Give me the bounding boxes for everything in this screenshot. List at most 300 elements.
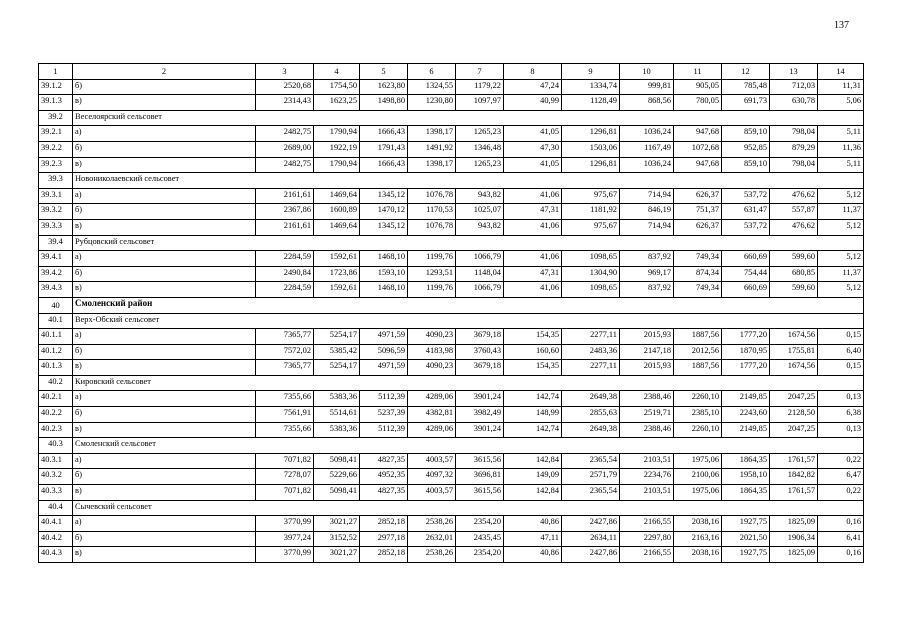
value-cell: 2161,61 bbox=[256, 219, 314, 235]
settlement-name: Кировский сельсовет bbox=[73, 375, 864, 391]
value-cell: 1975,06 bbox=[674, 453, 722, 469]
value-cell: 7561,91 bbox=[256, 407, 314, 423]
value-cell: 7365,77 bbox=[256, 360, 314, 376]
value-cell: 11,37 bbox=[818, 204, 864, 220]
row-code: 40.3.3 bbox=[39, 485, 73, 501]
value-cell: 1958,10 bbox=[722, 469, 770, 485]
value-cell: 2852,18 bbox=[360, 547, 408, 563]
value-cell: 1593,10 bbox=[360, 266, 408, 282]
column-number: 9 bbox=[562, 64, 620, 80]
value-cell: 1468,10 bbox=[360, 282, 408, 298]
value-cell: 3901,24 bbox=[456, 422, 504, 438]
value-cell: 837,92 bbox=[620, 282, 674, 298]
value-cell: 0,15 bbox=[818, 329, 864, 345]
value-cell: 798,04 bbox=[770, 126, 818, 142]
value-cell: 0,16 bbox=[818, 516, 864, 532]
value-cell: 142,74 bbox=[504, 422, 562, 438]
value-cell: 2243,60 bbox=[722, 407, 770, 423]
value-cell: 142,84 bbox=[504, 453, 562, 469]
value-cell: 2047,25 bbox=[770, 422, 818, 438]
value-cell: 2284,59 bbox=[256, 251, 314, 267]
value-cell: 4003,57 bbox=[408, 485, 456, 501]
value-cell: 7071,82 bbox=[256, 453, 314, 469]
value-cell: 798,04 bbox=[770, 157, 818, 173]
value-cell: 631,47 bbox=[722, 204, 770, 220]
row-code: 40.3.1 bbox=[39, 453, 73, 469]
row-code: 39.1.3 bbox=[39, 95, 73, 111]
settlement-row bbox=[39, 500, 864, 516]
value-cell: 7355,66 bbox=[256, 391, 314, 407]
value-cell: 2128,50 bbox=[770, 407, 818, 423]
value-cell: 1098,65 bbox=[562, 251, 620, 267]
value-cell: 947,68 bbox=[674, 126, 722, 142]
row-code: 40.4.3 bbox=[39, 547, 73, 563]
value-cell: 2483,36 bbox=[562, 344, 620, 360]
value-cell: 41,06 bbox=[504, 219, 562, 235]
value-cell: 11,36 bbox=[818, 141, 864, 157]
value-cell: 5383,36 bbox=[314, 391, 360, 407]
value-cell: 2260,10 bbox=[674, 391, 722, 407]
value-cell: 0,13 bbox=[818, 391, 864, 407]
value-cell: 751,37 bbox=[674, 204, 722, 220]
section-code: 40.4 bbox=[39, 500, 73, 516]
value-cell: 47,31 bbox=[504, 266, 562, 282]
value-cell: 3977,24 bbox=[256, 531, 314, 547]
section-code: 40.1 bbox=[39, 313, 73, 329]
value-cell: 1128,49 bbox=[562, 95, 620, 111]
table-row bbox=[39, 204, 864, 220]
value-cell: 2855,63 bbox=[562, 407, 620, 423]
column-number: 10 bbox=[620, 64, 674, 80]
column-number: 5 bbox=[360, 64, 408, 80]
value-cell: 2166,55 bbox=[620, 547, 674, 563]
value-cell: 749,34 bbox=[674, 251, 722, 267]
value-cell: 1346,48 bbox=[456, 141, 504, 157]
value-cell: 0,22 bbox=[818, 453, 864, 469]
value-cell: 1036,24 bbox=[620, 126, 674, 142]
value-cell: 1927,75 bbox=[722, 516, 770, 532]
value-cell: 1469,64 bbox=[314, 188, 360, 204]
value-cell: 2103,51 bbox=[620, 453, 674, 469]
value-cell: 660,69 bbox=[722, 282, 770, 298]
value-cell: 5514,61 bbox=[314, 407, 360, 423]
value-cell: 1066,79 bbox=[456, 251, 504, 267]
value-cell: 1148,04 bbox=[456, 266, 504, 282]
district-row bbox=[39, 297, 864, 313]
table-body bbox=[39, 64, 864, 563]
value-cell: 1491,92 bbox=[408, 141, 456, 157]
row-code: 39.3.1 bbox=[39, 188, 73, 204]
value-cell: 3021,27 bbox=[314, 516, 360, 532]
row-variant: б) bbox=[73, 531, 256, 547]
value-cell: 1199,76 bbox=[408, 282, 456, 298]
row-variant: в) bbox=[73, 95, 256, 111]
row-variant: б) bbox=[73, 266, 256, 282]
value-cell: 149,09 bbox=[504, 469, 562, 485]
value-cell: 1293,51 bbox=[408, 266, 456, 282]
row-code: 40.1.1 bbox=[39, 329, 73, 345]
value-cell: 1076,78 bbox=[408, 188, 456, 204]
value-cell: 1975,06 bbox=[674, 485, 722, 501]
section-code: 39.3 bbox=[39, 173, 73, 189]
value-cell: 6,40 bbox=[818, 344, 864, 360]
row-variant: б) bbox=[73, 79, 256, 95]
value-cell: 1777,20 bbox=[722, 360, 770, 376]
settlement-name: Новониколаевский сельсовет bbox=[73, 173, 864, 189]
value-cell: 2427,86 bbox=[562, 547, 620, 563]
value-cell: 2149,85 bbox=[722, 391, 770, 407]
value-cell: 1398,17 bbox=[408, 157, 456, 173]
value-cell: 3679,18 bbox=[456, 329, 504, 345]
row-variant: в) bbox=[73, 547, 256, 563]
value-cell: 7365,77 bbox=[256, 329, 314, 345]
value-cell: 4971,59 bbox=[360, 360, 408, 376]
value-cell: 1922,19 bbox=[314, 141, 360, 157]
value-cell: 754,44 bbox=[722, 266, 770, 282]
value-cell: 868,56 bbox=[620, 95, 674, 111]
table-row bbox=[39, 157, 864, 173]
value-cell: 599,60 bbox=[770, 251, 818, 267]
value-cell: 1345,12 bbox=[360, 188, 408, 204]
value-cell: 1334,74 bbox=[562, 79, 620, 95]
value-cell: 3770,99 bbox=[256, 516, 314, 532]
value-cell: 1623,80 bbox=[360, 79, 408, 95]
column-number: 11 bbox=[674, 64, 722, 80]
value-cell: 6,41 bbox=[818, 531, 864, 547]
value-cell: 4289,06 bbox=[408, 391, 456, 407]
value-cell: 837,92 bbox=[620, 251, 674, 267]
value-cell: 1076,78 bbox=[408, 219, 456, 235]
value-cell: 5112,39 bbox=[360, 422, 408, 438]
value-cell: 999,81 bbox=[620, 79, 674, 95]
value-cell: 2314,43 bbox=[256, 95, 314, 111]
value-cell: 1179,22 bbox=[456, 79, 504, 95]
value-cell: 5385,42 bbox=[314, 344, 360, 360]
table-row bbox=[39, 95, 864, 111]
value-cell: 2632,01 bbox=[408, 531, 456, 547]
row-variant: а) bbox=[73, 329, 256, 345]
table-row bbox=[39, 344, 864, 360]
row-variant: б) bbox=[73, 469, 256, 485]
value-cell: 0,15 bbox=[818, 360, 864, 376]
value-cell: 148,99 bbox=[504, 407, 562, 423]
row-code: 40.1.3 bbox=[39, 360, 73, 376]
value-cell: 3901,24 bbox=[456, 391, 504, 407]
table-row bbox=[39, 141, 864, 157]
value-cell: 40,99 bbox=[504, 95, 562, 111]
value-cell: 2367,86 bbox=[256, 204, 314, 220]
value-cell: 5383,36 bbox=[314, 422, 360, 438]
row-code: 40.4.1 bbox=[39, 516, 73, 532]
row-code: 40.3.2 bbox=[39, 469, 73, 485]
value-cell: 2163,16 bbox=[674, 531, 722, 547]
row-code: 39.2.2 bbox=[39, 141, 73, 157]
value-cell: 714,94 bbox=[620, 219, 674, 235]
value-cell: 969,17 bbox=[620, 266, 674, 282]
settlement-name: Верх-Обский сельсовет bbox=[73, 313, 864, 329]
column-number: 3 bbox=[256, 64, 314, 80]
value-cell: 1927,75 bbox=[722, 547, 770, 563]
row-variant: а) bbox=[73, 188, 256, 204]
value-cell: 660,69 bbox=[722, 251, 770, 267]
value-cell: 1199,76 bbox=[408, 251, 456, 267]
section-code: 40 bbox=[39, 297, 73, 313]
row-variant: б) bbox=[73, 204, 256, 220]
value-cell: 1025,07 bbox=[456, 204, 504, 220]
value-cell: 626,37 bbox=[674, 219, 722, 235]
settlement-name: Смоленский сельсовет bbox=[73, 438, 864, 454]
column-number: 1 bbox=[39, 64, 73, 80]
value-cell: 680,85 bbox=[770, 266, 818, 282]
table-row bbox=[39, 126, 864, 142]
table-row bbox=[39, 219, 864, 235]
value-cell: 154,35 bbox=[504, 360, 562, 376]
value-cell: 5,12 bbox=[818, 188, 864, 204]
value-cell: 3615,56 bbox=[456, 485, 504, 501]
value-cell: 1887,56 bbox=[674, 329, 722, 345]
value-cell: 626,37 bbox=[674, 188, 722, 204]
tariff-table bbox=[38, 63, 864, 563]
value-cell: 1864,35 bbox=[722, 453, 770, 469]
column-number: 6 bbox=[408, 64, 456, 80]
value-cell: 1304,90 bbox=[562, 266, 620, 282]
value-cell: 905,05 bbox=[674, 79, 722, 95]
value-cell: 7572,02 bbox=[256, 344, 314, 360]
value-cell: 476,62 bbox=[770, 219, 818, 235]
table-row bbox=[39, 251, 864, 267]
value-cell: 975,67 bbox=[562, 219, 620, 235]
row-code: 39.1.2 bbox=[39, 79, 73, 95]
table-row bbox=[39, 453, 864, 469]
value-cell: 1469,64 bbox=[314, 219, 360, 235]
row-variant: а) bbox=[73, 453, 256, 469]
table-row bbox=[39, 469, 864, 485]
table-row bbox=[39, 266, 864, 282]
value-cell: 1036,24 bbox=[620, 157, 674, 173]
row-code: 39.4.3 bbox=[39, 282, 73, 298]
value-cell: 2388,46 bbox=[620, 391, 674, 407]
row-variant: а) bbox=[73, 516, 256, 532]
value-cell: 2385,10 bbox=[674, 407, 722, 423]
row-variant: а) bbox=[73, 251, 256, 267]
value-cell: 1723,86 bbox=[314, 266, 360, 282]
value-cell: 5096,59 bbox=[360, 344, 408, 360]
value-cell: 1167,49 bbox=[620, 141, 674, 157]
value-cell: 2571,79 bbox=[562, 469, 620, 485]
row-code: 39.2.1 bbox=[39, 126, 73, 142]
row-code: 39.2.3 bbox=[39, 157, 73, 173]
value-cell: 859,10 bbox=[722, 126, 770, 142]
row-variant: в) bbox=[73, 422, 256, 438]
value-cell: 2100,06 bbox=[674, 469, 722, 485]
value-cell: 160,60 bbox=[504, 344, 562, 360]
value-cell: 2297,80 bbox=[620, 531, 674, 547]
value-cell: 0,16 bbox=[818, 547, 864, 563]
section-code: 40.2 bbox=[39, 375, 73, 391]
row-variant: в) bbox=[73, 485, 256, 501]
value-cell: 712,03 bbox=[770, 79, 818, 95]
value-cell: 1674,56 bbox=[770, 329, 818, 345]
row-variant: а) bbox=[73, 391, 256, 407]
value-cell: 2388,46 bbox=[620, 422, 674, 438]
row-code: 40.2.3 bbox=[39, 422, 73, 438]
value-cell: 1072,68 bbox=[674, 141, 722, 157]
column-number-row bbox=[39, 64, 864, 80]
value-cell: 154,35 bbox=[504, 329, 562, 345]
value-cell: 4382,81 bbox=[408, 407, 456, 423]
value-cell: 41,05 bbox=[504, 126, 562, 142]
value-cell: 714,94 bbox=[620, 188, 674, 204]
value-cell: 1498,80 bbox=[360, 95, 408, 111]
value-cell: 5,12 bbox=[818, 219, 864, 235]
settlement-name: Сычевский сельсовет bbox=[73, 500, 864, 516]
value-cell: 3021,27 bbox=[314, 547, 360, 563]
value-cell: 2977,18 bbox=[360, 531, 408, 547]
value-cell: 1825,09 bbox=[770, 516, 818, 532]
value-cell: 3696,81 bbox=[456, 469, 504, 485]
table-row bbox=[39, 531, 864, 547]
value-cell: 943,82 bbox=[456, 188, 504, 204]
value-cell: 2103,51 bbox=[620, 485, 674, 501]
value-cell: 2284,59 bbox=[256, 282, 314, 298]
value-cell: 537,72 bbox=[722, 219, 770, 235]
value-cell: 1864,35 bbox=[722, 485, 770, 501]
value-cell: 4827,35 bbox=[360, 485, 408, 501]
value-cell: 1592,61 bbox=[314, 282, 360, 298]
value-cell: 2012,56 bbox=[674, 344, 722, 360]
value-cell: 3770,99 bbox=[256, 547, 314, 563]
value-cell: 3982,49 bbox=[456, 407, 504, 423]
value-cell: 749,34 bbox=[674, 282, 722, 298]
row-code: 39.4.1 bbox=[39, 251, 73, 267]
settlement-row bbox=[39, 173, 864, 189]
table-row bbox=[39, 329, 864, 345]
value-cell: 1790,94 bbox=[314, 157, 360, 173]
value-cell: 5254,17 bbox=[314, 360, 360, 376]
value-cell: 1592,61 bbox=[314, 251, 360, 267]
value-cell: 1623,25 bbox=[314, 95, 360, 111]
value-cell: 1345,12 bbox=[360, 219, 408, 235]
value-cell: 691,73 bbox=[722, 95, 770, 111]
value-cell: 4952,35 bbox=[360, 469, 408, 485]
value-cell: 2354,20 bbox=[456, 547, 504, 563]
table-row bbox=[39, 516, 864, 532]
value-cell: 2015,93 bbox=[620, 360, 674, 376]
table-row bbox=[39, 407, 864, 423]
value-cell: 2166,55 bbox=[620, 516, 674, 532]
column-number: 13 bbox=[770, 64, 818, 80]
row-variant: в) bbox=[73, 219, 256, 235]
row-code: 40.4.2 bbox=[39, 531, 73, 547]
row-code: 39.3.2 bbox=[39, 204, 73, 220]
settlement-row bbox=[39, 110, 864, 126]
value-cell: 943,82 bbox=[456, 219, 504, 235]
table-row bbox=[39, 485, 864, 501]
value-cell: 47,11 bbox=[504, 531, 562, 547]
table-row bbox=[39, 391, 864, 407]
value-cell: 2161,61 bbox=[256, 188, 314, 204]
table-row bbox=[39, 282, 864, 298]
value-cell: 2047,25 bbox=[770, 391, 818, 407]
value-cell: 2015,93 bbox=[620, 329, 674, 345]
district-name: Смоленский район bbox=[73, 297, 864, 313]
value-cell: 2482,75 bbox=[256, 157, 314, 173]
value-cell: 1674,56 bbox=[770, 360, 818, 376]
value-cell: 3760,43 bbox=[456, 344, 504, 360]
value-cell: 1761,57 bbox=[770, 453, 818, 469]
value-cell: 142,74 bbox=[504, 391, 562, 407]
row-variant: в) bbox=[73, 157, 256, 173]
value-cell: 1324,55 bbox=[408, 79, 456, 95]
value-cell: 630,78 bbox=[770, 95, 818, 111]
value-cell: 1066,79 bbox=[456, 282, 504, 298]
settlement-row bbox=[39, 313, 864, 329]
value-cell: 5,06 bbox=[818, 95, 864, 111]
value-cell: 4090,23 bbox=[408, 360, 456, 376]
table-row bbox=[39, 547, 864, 563]
value-cell: 2354,20 bbox=[456, 516, 504, 532]
value-cell: 2490,84 bbox=[256, 266, 314, 282]
value-cell: 5,12 bbox=[818, 251, 864, 267]
value-cell: 1887,56 bbox=[674, 360, 722, 376]
value-cell: 599,60 bbox=[770, 282, 818, 298]
value-cell: 4827,35 bbox=[360, 453, 408, 469]
value-cell: 1296,81 bbox=[562, 126, 620, 142]
value-cell: 4971,59 bbox=[360, 329, 408, 345]
value-cell: 5,12 bbox=[818, 282, 864, 298]
value-cell: 1666,43 bbox=[360, 157, 408, 173]
column-number: 12 bbox=[722, 64, 770, 80]
value-cell: 11,37 bbox=[818, 266, 864, 282]
table-row bbox=[39, 422, 864, 438]
value-cell: 2149,85 bbox=[722, 422, 770, 438]
table-row bbox=[39, 79, 864, 95]
value-cell: 3615,56 bbox=[456, 453, 504, 469]
value-cell: 5112,39 bbox=[360, 391, 408, 407]
value-cell: 2519,71 bbox=[620, 407, 674, 423]
value-cell: 2482,75 bbox=[256, 126, 314, 142]
value-cell: 476,62 bbox=[770, 188, 818, 204]
value-cell: 537,72 bbox=[722, 188, 770, 204]
column-number: 2 bbox=[73, 64, 256, 80]
value-cell: 2277,11 bbox=[562, 360, 620, 376]
value-cell: 2649,38 bbox=[562, 422, 620, 438]
settlement-row bbox=[39, 375, 864, 391]
value-cell: 41,06 bbox=[504, 282, 562, 298]
column-number: 8 bbox=[504, 64, 562, 80]
value-cell: 5098,41 bbox=[314, 453, 360, 469]
row-code: 40.2.1 bbox=[39, 391, 73, 407]
value-cell: 2427,86 bbox=[562, 516, 620, 532]
column-number: 14 bbox=[818, 64, 864, 80]
row-code: 39.3.3 bbox=[39, 219, 73, 235]
value-cell: 846,19 bbox=[620, 204, 674, 220]
value-cell: 2021,50 bbox=[722, 531, 770, 547]
value-cell: 41,06 bbox=[504, 188, 562, 204]
value-cell: 1470,12 bbox=[360, 204, 408, 220]
value-cell: 41,06 bbox=[504, 251, 562, 267]
value-cell: 5229,66 bbox=[314, 469, 360, 485]
value-cell: 859,10 bbox=[722, 157, 770, 173]
value-cell: 6,47 bbox=[818, 469, 864, 485]
value-cell: 1398,17 bbox=[408, 126, 456, 142]
row-variant: в) bbox=[73, 360, 256, 376]
value-cell: 1181,92 bbox=[562, 204, 620, 220]
value-cell: 1296,81 bbox=[562, 157, 620, 173]
column-number: 4 bbox=[314, 64, 360, 80]
value-cell: 1870,95 bbox=[722, 344, 770, 360]
value-cell: 6,38 bbox=[818, 407, 864, 423]
